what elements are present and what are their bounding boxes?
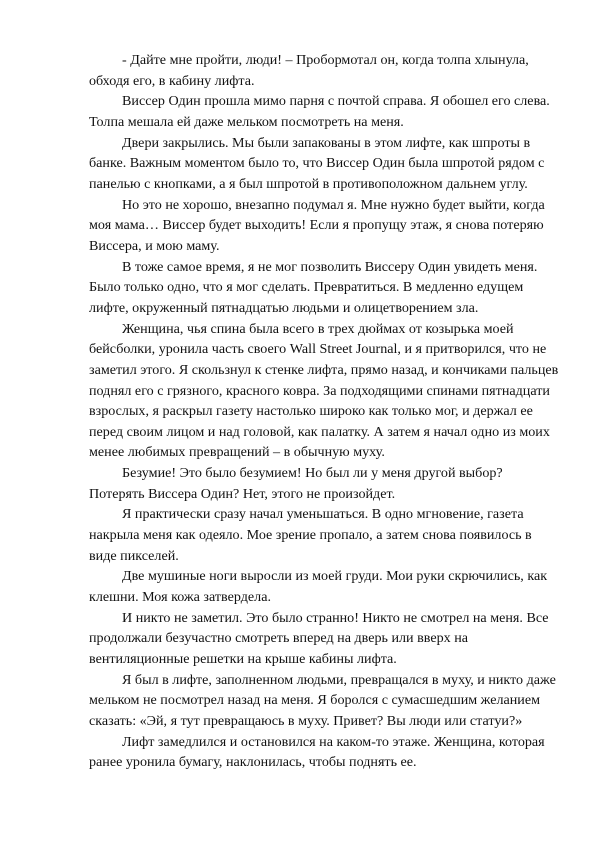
paragraph-8: Я практически сразу начал уменьшаться. В одно мгновение, газета накрыла меня как одеяло. Мое зрение пропало, а затем снова появилось в виде пикселей. xyxy=(89,506,532,564)
paragraph-6: Женщина, чья спина была всего в трех дюймах от козырька моей бейсболки, уронила часть своего Wall Street Journal, и я притворился, что не заметил этого. Я скользнул к стенке лифта, прямо назад, и кончиками пальцев поднял его с грязного, красного ковра. За подходящими спинами пятнадцати взрослых, я раскрыл газету настолько широко как только мог, и держал ее перед своим лицом и над головой, как палатку. А затем я начал одно из моих менее любимых превращений – в обычную муху. xyxy=(89,320,559,461)
paragraph-10: И никто не заметил. Это было странно! Никто не смотрел на меня. Все продолжали безучастно смотреть вперед на дверь или вверх на вентиляционные решетки на крыше кабины лифта. xyxy=(89,609,549,668)
paragraph-5: В тоже самое время, я не мог позволить Виссеру Один увидеть меня. Было только одно, что я мог сделать. Превратиться. В медленно едущем лифте, окруженный пятнадцатью людьми и олицетворением зла. xyxy=(89,258,538,316)
paragraph-2: Виссер Один прошла мимо парня с почтой справа. Я обошел его слева. Толпа мешала ей даже мельком посмотреть на меня. xyxy=(89,93,550,130)
paragraph-9: Две мушиные ноги выросли из моей груди. Мои руки скрючились, как клешни. Моя кожа затвердела. xyxy=(89,568,548,606)
paragraph-1: - Дайте мне пройти, люди! – Пробормотал он, когда толпа хлынула, обходя его, в кабину лифта. xyxy=(89,52,529,89)
paragraph-11: Я был в лифте, заполненном людьми, превращался в муху, и никто даже мельком не посмотрел назад на меня. Я боролся с сумасшедшим желанием сказать: «Эй, я тут превращаюсь в муху. Привет? Вы люди или статуи?» xyxy=(89,671,556,729)
document-body xyxy=(89,50,559,773)
paragraph-7: Безумие! Это было безумием! Но был ли у меня другой выбор? Потерять Виссера Один? Нет, этого не произойдет. xyxy=(89,465,503,502)
paragraph-4: Но это не хорошо, внезапно подумал я. Мне нужно будет выйти, когда моя мама… Виссер будет выходить! Если я пропущу этаж, я снова потеряю Виссера, и мою маму. xyxy=(89,196,545,254)
paragraph-3: Двери закрылись. Мы были запакованы в этом лифте, как шпроты в банке. Важным моментом было то, что Виссер Один была шпротой рядом с панелью с кнопками, а я был шпротой в противоположном дальнем углу. xyxy=(89,134,545,192)
paragraph-12: Лифт замедлился и остановился на каком-то этаже. Женщина, которая ранее уронила бумагу, наклонилась, чтобы поднять ее. xyxy=(89,733,545,771)
